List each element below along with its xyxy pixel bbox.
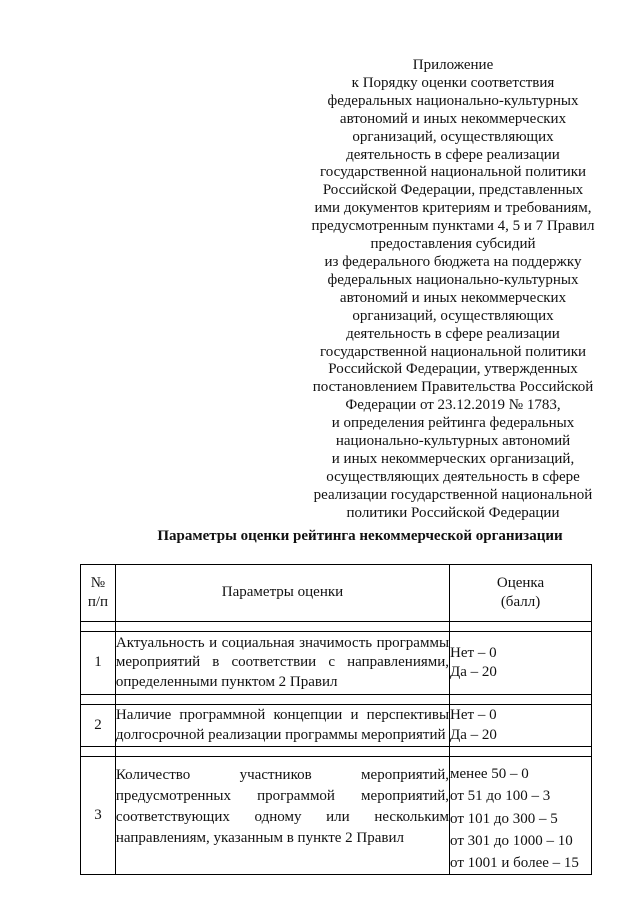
- table-gap: [81, 622, 592, 632]
- appendix-line: Приложение: [412, 57, 494, 73]
- appendix-line: автономий и иных некоммерческих: [339, 110, 567, 127]
- score-option: Нет – 0: [450, 707, 497, 723]
- row-parameter: Наличие программной концепции и перспективы долгосрочной реализации программы мероприятий: [115, 705, 449, 747]
- appendix-line: ими документов критериям и требованиям,: [314, 200, 592, 217]
- appendix-line: предоставления субсидий: [370, 236, 536, 253]
- appendix-line: автономий и иных некоммерческих: [339, 289, 567, 306]
- appendix-line: государственной национальной политики: [319, 164, 587, 181]
- appendix-line: политики Российской Федерации: [346, 504, 560, 521]
- score-option: Нет – 0: [450, 644, 497, 661]
- appendix-line: и иных некоммерческих организаций,: [331, 450, 575, 467]
- score-option: Да – 20: [450, 726, 497, 743]
- row-parameter: Количество участников мероприятий, предусмотренных программой мероприятий, соответствующих одному или нескольким направлениям, указанным в пункте 2 Правил: [115, 757, 449, 875]
- header-number-abbr: п/п: [87, 594, 109, 610]
- appendix-line: организаций, осуществляющих: [352, 128, 554, 145]
- appendix-line: деятельность в сфере реализации: [346, 146, 560, 163]
- row-parameter: Актуальность и социальная значимость программы мероприятий в соответствии с направлениями, определенными пунктом 2 Правил: [115, 632, 449, 695]
- score-option: от 301 до 1000 – 10: [450, 832, 573, 849]
- appendix-line: Федерации от 23.12.2019 № 1783,: [345, 397, 561, 414]
- table-row: [81, 757, 592, 875]
- score-option: менее 50 – 0: [450, 766, 529, 782]
- appendix-line: и определения рейтинга федеральных: [331, 415, 575, 432]
- appendix-line: организаций, осуществляющих: [352, 307, 554, 324]
- header-parameters: Параметры оценки: [115, 565, 449, 622]
- header-score-label: Оценка: [496, 575, 545, 591]
- appendix-line: из федерального бюджета на поддержку: [324, 253, 582, 270]
- appendix-line: деятельность в сфере реализации: [346, 325, 560, 342]
- appendix-block: [305, 57, 601, 523]
- appendix-line: федеральных национально-культурных: [327, 271, 579, 288]
- appendix-line: предусмотренным пунктами 4, 5 и 7 Правил: [311, 218, 595, 235]
- appendix-line: реализации государственной национальной: [313, 486, 593, 503]
- appendix-line: постановлением Правительства Российской: [312, 379, 594, 396]
- appendix-line: к Порядку оценки соответствия: [351, 74, 555, 91]
- row-number: 3: [81, 757, 116, 875]
- appendix-line: осуществляющих деятельность в сфере: [326, 468, 580, 485]
- appendix-line: Российской Федерации, представленных: [322, 182, 584, 199]
- row-number: 1: [81, 632, 116, 695]
- appendix-line: национально-культурных автономий: [335, 433, 571, 450]
- row-score: [450, 705, 592, 747]
- table-row: [81, 705, 592, 747]
- appendix-line: государственной национальной политики: [319, 343, 587, 360]
- header-number: [81, 565, 116, 622]
- parameters-table: [80, 564, 592, 875]
- table-header-row: [81, 565, 592, 622]
- document-title: Параметры оценки рейтинга некоммерческой организации: [157, 528, 563, 544]
- score-option: от 51 до 100 – 3: [450, 788, 551, 805]
- row-score: [450, 632, 592, 695]
- table-gap: [81, 747, 592, 757]
- appendix-line: федеральных национально-культурных: [327, 92, 579, 109]
- header-score: [450, 565, 592, 622]
- table-row: [81, 632, 592, 695]
- row-number: 2: [81, 705, 116, 747]
- row-score: [450, 757, 592, 875]
- header-score-unit: (балл): [500, 594, 541, 610]
- appendix-line: Российской Федерации, утвержденных: [328, 361, 578, 378]
- score-option: Да – 20: [450, 664, 497, 680]
- score-option: от 101 до 300 – 5: [450, 810, 558, 827]
- table-gap: [81, 695, 592, 705]
- score-option: от 1001 и более – 15: [450, 855, 579, 872]
- header-number-sign: №: [90, 575, 106, 591]
